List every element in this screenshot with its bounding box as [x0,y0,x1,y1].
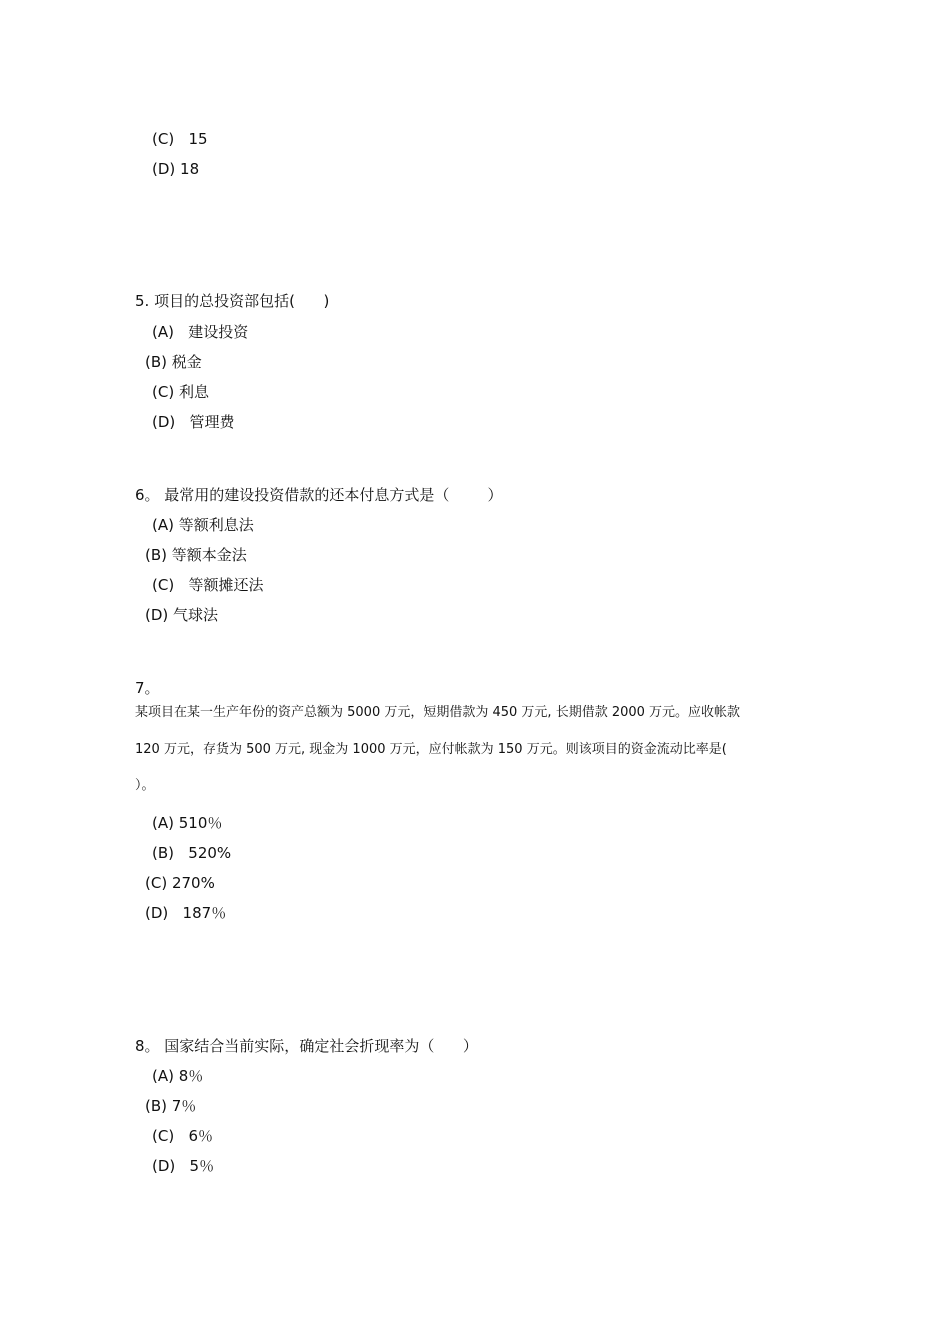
q7-text-line-3: ）。 [135,778,155,793]
q4-option-d: (D) 18 [152,160,200,178]
q8-option-c: (C) 6％ [152,1127,214,1145]
q7-text-line-1: 某项目在某一生产年份的资产总额为 5000 万元，短期借款为 450 万元, 长期借款 2000 万元。应收帐款 [135,705,741,720]
q5-option-a: (A) 建设投资 [152,323,249,341]
q8-option-b: (B) 7％ [145,1097,197,1115]
q8-question: 8。 国家结合当前实际，确定社会折现率为（ ） [135,1037,478,1055]
q7-option-d: (D) 187％ [145,904,227,922]
q7-option-a: (A) 510％ [152,814,223,832]
q6-option-b: (B) 等额本金法 [145,546,247,564]
q5-option-d: (D) 管理费 [152,413,235,431]
q6-question: 6。 最常用的建设投资借款的还本付息方式是（ ） [135,486,503,504]
q7-option-b: (B) 520% [152,844,232,862]
q8-option-d: (D) 5％ [152,1157,215,1175]
q7-number: 7。 [135,679,160,697]
q7-option-c: (C) 270% [145,874,215,892]
q6-option-a: (A) 等额利息法 [152,516,254,534]
q5-question: 5. 项目的总投资部包括( ) [135,292,330,310]
q5-option-b: (B) 税金 [145,353,202,371]
q8-option-a: (A) 8％ [152,1067,204,1085]
q4-option-c: (C) 15 [152,130,208,148]
q5-option-c: (C) 利息 [152,383,209,401]
q6-option-c: (C) 等额摊还法 [152,576,264,594]
q7-text-line-2: 120 万元，存货为 500 万元, 现金为 1000 万元，应付帐款为 150 万元。则该项目的资金流动比率是( [135,742,727,757]
q6-option-d: (D) 气球法 [145,606,219,624]
